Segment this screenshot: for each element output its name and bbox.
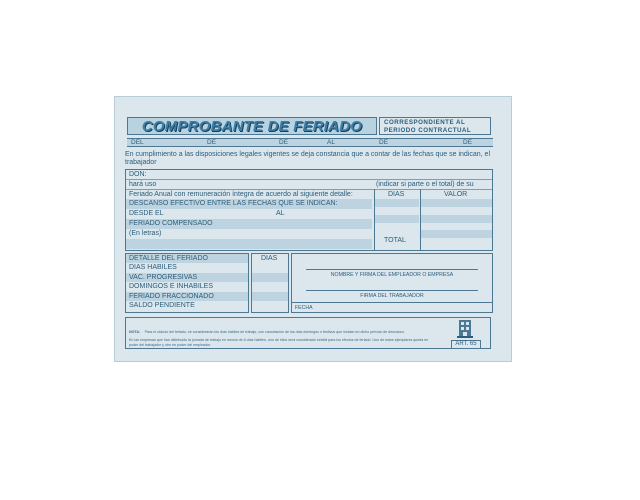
detalle-dias-header: DIAS	[261, 255, 278, 262]
firma-trabajador-label: FIRMA DEL TRABAJADOR	[360, 293, 424, 299]
date-bar	[127, 138, 493, 147]
valor-header: VALOR	[444, 191, 468, 198]
date-del: DEL	[131, 139, 144, 146]
periodo-line-2: PERIODO CONTRACTUAL	[384, 126, 472, 134]
art-badge: ART. 65	[451, 340, 481, 349]
al-label: AL	[276, 210, 285, 217]
en-letras-label: (En letras)	[129, 230, 162, 237]
periodo-line-1: CORRESPONDIENTE AL	[384, 119, 466, 126]
total-label: TOTAL	[384, 237, 406, 244]
nota-panel	[125, 317, 491, 349]
desde-label: DESDE EL	[129, 210, 164, 217]
title-box	[127, 117, 377, 135]
dias-header: DIAS	[388, 191, 405, 198]
nota-line-2: En las empresas que han distribuido la jornada de trabajo en menos de 6 días hábiles, uno de ellos será considerado inhábil para los efectos de feriado. Uno de estos ejemplares queda en poder del trabajador y otro en poder del empleador.	[129, 338, 429, 347]
nota-line-1: Para el cálculo del feriado, se considerarán los días hábiles de trabajo, con cancelación de los días domingos o festivos que incidan en dicho período de descanso.	[144, 330, 405, 334]
firma-empleador-label: NOMBRE Y FIRMA DEL EMPLEADOR O EMPRESA	[330, 272, 454, 278]
detalle-feriado-panel	[125, 253, 249, 313]
form-title: COMPROBANTE DE FERIADO	[141, 118, 363, 135]
indicar-label: (indicar si parte o el total) de su	[376, 181, 474, 188]
detalle-row-2: VAC. PROGRESIVAS	[129, 274, 198, 281]
detalle-panel	[125, 169, 493, 251]
date-de-4: DE	[463, 139, 473, 146]
feriado-anual-label: Feriado Anual con remuneración íntegra de acuerdo al siguiente detalle:	[129, 191, 353, 198]
detalle-row-4: FERIADO FRACCIONADO	[129, 293, 214, 300]
detalle-row-1: DIAS HABILES	[129, 264, 177, 271]
periodo-box	[379, 117, 491, 135]
building-icon	[453, 317, 477, 341]
detalle-row-0: DETALLE DEL FERIADO	[129, 255, 208, 262]
firmas-panel	[291, 253, 493, 313]
fecha-label: FECHA	[295, 305, 313, 311]
don-label: DON:	[129, 171, 147, 178]
date-de-3: DE	[379, 139, 389, 146]
detalle-row-3: DOMINGOS E INHABILES	[129, 283, 214, 290]
nota-label: NOTA:	[129, 330, 141, 334]
detalle-dias-panel	[251, 253, 289, 313]
date-de-1: DE	[207, 139, 217, 146]
hara-uso-label: hará uso	[129, 181, 157, 188]
feriado-compensado-label: FERIADO COMPENSADO	[129, 220, 213, 227]
building-logo	[453, 317, 477, 341]
intro-text: En cumplimiento a las disposiciones legales vigentes se deja constancia que a contar de las fechas que se indican, el trabajador	[125, 151, 490, 166]
detalle-row-5: SALDO PENDIENTE	[129, 302, 195, 309]
descanso-label: DESCANSO EFECTIVO ENTRE LAS FECHAS QUE SE INDICAN:	[129, 200, 338, 207]
date-al: AL	[327, 139, 335, 146]
date-de-2: DE	[279, 139, 289, 146]
comprobante-form	[114, 96, 512, 362]
